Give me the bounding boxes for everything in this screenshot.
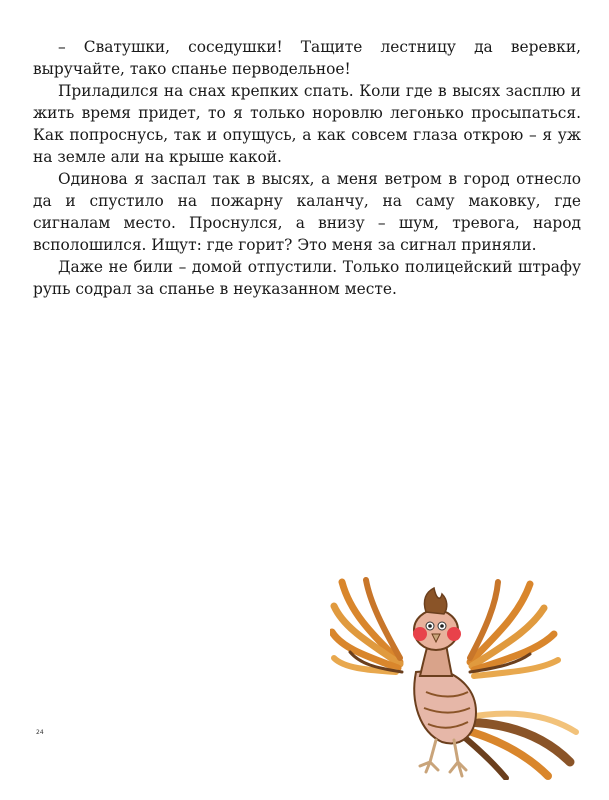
- bird-crest: [424, 588, 446, 614]
- right-wing: [470, 582, 558, 676]
- left-cheek: [413, 627, 427, 641]
- paragraph-1: – Сватушки, соседушки! Тащите лестницу да веревки, выручайте, тако спанье перводельное!: [33, 38, 581, 78]
- page-number: 24: [36, 729, 44, 736]
- paragraph-2: Приладился на снах крепких спать. Коли где в высях засплю и жить время придет, то я только норовлю легонько просыпаться. Как попроснусь, так и опущусь, а как совсем глаза открою – я уж на земле али на крыше какой.: [33, 82, 581, 166]
- bird-body: [414, 670, 476, 743]
- right-cheek: [447, 627, 461, 641]
- paragraph-4: Даже не били – домой отпустили. Только полицейский штрафу рупь содрал за спанье в неуказанном месте.: [33, 258, 581, 298]
- left-wing: [332, 580, 402, 672]
- story-text: [33, 36, 581, 300]
- paragraph-3: Одинова я заспал так в высях, а меня ветром в город отнесло да и спустило на пожарну каланчу, на саму маковку, где сигналам место. Проснулся, а внизу – шум, тревога, народ всполошился. Ищут: где горит? Это меня за сигнал приняли.: [33, 170, 581, 254]
- bird-legs: [420, 740, 466, 776]
- bird-illustration: [330, 572, 580, 780]
